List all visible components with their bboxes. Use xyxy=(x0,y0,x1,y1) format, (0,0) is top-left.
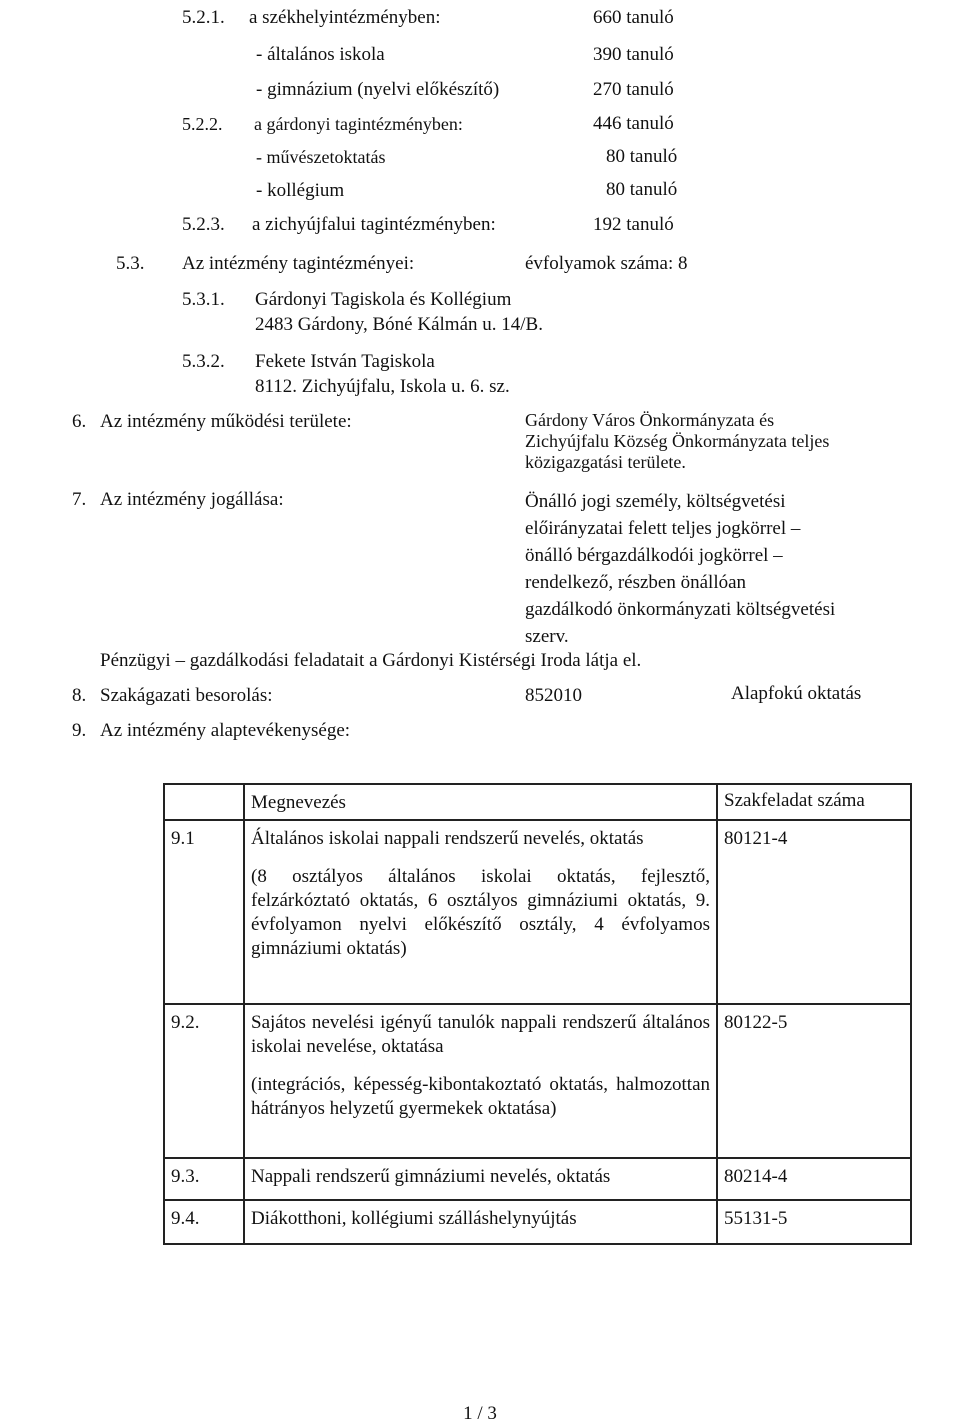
section-8-description: Alapfokú oktatás xyxy=(731,683,862,704)
row-5-3-1-number: 5.3.1. xyxy=(182,289,225,310)
table-row-code: 55131-5 xyxy=(717,1200,911,1244)
table-row-text xyxy=(244,1004,717,1158)
row-5-3-2-address: 8112. Zichyújfalu, Iskola u. 6. sz. xyxy=(255,376,510,397)
row-5-2-3-number: 5.2.3. xyxy=(182,214,225,235)
row-5-3-2-name: Fekete István Tagiskola xyxy=(255,351,435,372)
row-5-2-2-art-label: - művészetoktatás xyxy=(256,147,386,167)
row-5-2-3-value: 192 tanuló xyxy=(593,214,674,235)
table-header-name: Megnevezés xyxy=(244,784,717,820)
row-5-2-2-art-value: 80 tanuló xyxy=(606,146,678,167)
row-5-2-1-gymnasium-value: 270 tanuló xyxy=(593,79,674,100)
row-5-2-3-label: a zichyújfalui tagintézményben: xyxy=(252,214,496,235)
section-6-value-line: Gárdony Város Önkormányzata és xyxy=(525,410,775,430)
section-8-code: 852010 xyxy=(525,685,582,706)
section-7-note: Pénzügyi – gazdálkodási feladatait a Gárdonyi Kistérségi Iroda látja el. xyxy=(100,650,642,671)
row-5-2-2-dormitory-value: 80 tanuló xyxy=(606,179,678,200)
section-9-number: 9. xyxy=(72,720,87,741)
section-6-value-line: Zichyújfalu Község Önkormányzata teljes xyxy=(525,431,830,451)
section-7-label: Az intézmény jogállása: xyxy=(100,489,284,510)
table-row-text: Diákotthoni, kollégiumi szálláshelynyújtás xyxy=(244,1200,717,1244)
section-7-number: 7. xyxy=(72,489,87,510)
section-6-label: Az intézmény működési területe: xyxy=(100,411,352,432)
row-5-2-1-number: 5.2.1. xyxy=(182,7,225,28)
row-5-2-1-general-school-value: 390 tanuló xyxy=(593,44,674,65)
row-5-3-value: évfolyamok száma: 8 xyxy=(525,253,688,274)
row-5-3-2-number: 5.3.2. xyxy=(182,351,225,372)
table-row-number: 9.2. xyxy=(164,1004,244,1158)
table-row-code: 80214-4 xyxy=(717,1158,911,1200)
row-5-3-1-address: 2483 Gárdony, Bóné Kálmán u. 14/B. xyxy=(255,314,543,335)
row-5-3-number: 5.3. xyxy=(116,253,145,274)
row-5-3-label: Az intézmény tagintézményei: xyxy=(182,253,415,274)
table-row-main-text: Sajátos nevelési igényű tanulók nappali rendszerű általános iskolai nevelése, oktatása xyxy=(251,1012,710,1057)
table-header-code: Szakfeladat száma xyxy=(717,784,911,820)
table-row xyxy=(164,1004,911,1158)
table-header-number xyxy=(164,784,244,820)
table-row-sub-text: (integrációs, képesség-kibontakoztató oktatás, halmozottan hátrányos helyzetű gyermekek oktatása) xyxy=(251,1074,710,1119)
section-8-number: 8. xyxy=(72,685,87,706)
section-7-value-line: rendelkező, részben önállóan xyxy=(525,572,747,593)
section-7-value-line: Önálló jogi személy, költségvetési xyxy=(525,491,786,512)
table-row-sub-text: (8 osztályos általános iskolai oktatás, fejlesztő, felzárkóztató oktatás, 6 osztályos gimnáziumi oktatás, 9. évfolyamon nyelvi előkészítő osztály, 4 évfolyamos gimnáziumi oktatás) xyxy=(251,866,710,959)
row-5-2-1-label: a székhelyintézményben: xyxy=(249,7,441,28)
row-5-3-1-name: Gárdonyi Tagiskola és Kollégium xyxy=(255,289,512,310)
section-6-value xyxy=(525,410,829,473)
section-7-value xyxy=(525,488,835,650)
row-5-2-2-number: 5.2.2. xyxy=(182,114,223,134)
row-5-2-1-value: 660 tanuló xyxy=(593,7,674,28)
row-5-2-2-value: 446 tanuló xyxy=(593,113,674,134)
table-row-text xyxy=(244,820,717,1004)
section-7-value-line: gazdálkodó önkormányzati költségvetési xyxy=(525,599,836,620)
table-row xyxy=(164,820,911,1004)
table-row-number: 9.1 xyxy=(164,820,244,1004)
page-number: 1 / 3 xyxy=(463,1403,497,1424)
section-7-value-line: szerv. xyxy=(525,626,569,647)
table-row-text: Nappali rendszerű gimnáziumi nevelés, oktatás xyxy=(244,1158,717,1200)
table-row-number: 9.3. xyxy=(164,1158,244,1200)
table-row-number: 9.4. xyxy=(164,1200,244,1244)
section-6-value-line: közigazgatási területe. xyxy=(525,452,686,472)
table-row xyxy=(164,1200,911,1244)
section-7-value-line: előirányzatai felett teljes jogkörrel – xyxy=(525,518,801,539)
section-7-value-line: önálló bérgazdálkodói jogkörrel – xyxy=(525,545,783,566)
activity-table xyxy=(163,783,912,1245)
section-8-label: Szakágazati besorolás: xyxy=(100,685,273,706)
table-row-code: 80122-5 xyxy=(717,1004,911,1158)
section-6-number: 6. xyxy=(72,411,87,432)
row-5-2-2-label: a gárdonyi tagintézményben: xyxy=(254,114,463,134)
row-5-2-1-general-school-label: - általános iskola xyxy=(256,44,385,65)
section-9-label: Az intézmény alaptevékenysége: xyxy=(100,720,351,741)
table-row xyxy=(164,1158,911,1200)
table-row-main-text: Általános iskolai nappali rendszerű nevelés, oktatás xyxy=(251,828,644,849)
row-5-2-2-dormitory-label: - kollégium xyxy=(256,180,345,201)
table-header-row xyxy=(164,784,911,820)
table-row-code: 80121-4 xyxy=(717,820,911,1004)
row-5-2-1-gymnasium-label: - gimnázium (nyelvi előkészítő) xyxy=(256,79,500,100)
